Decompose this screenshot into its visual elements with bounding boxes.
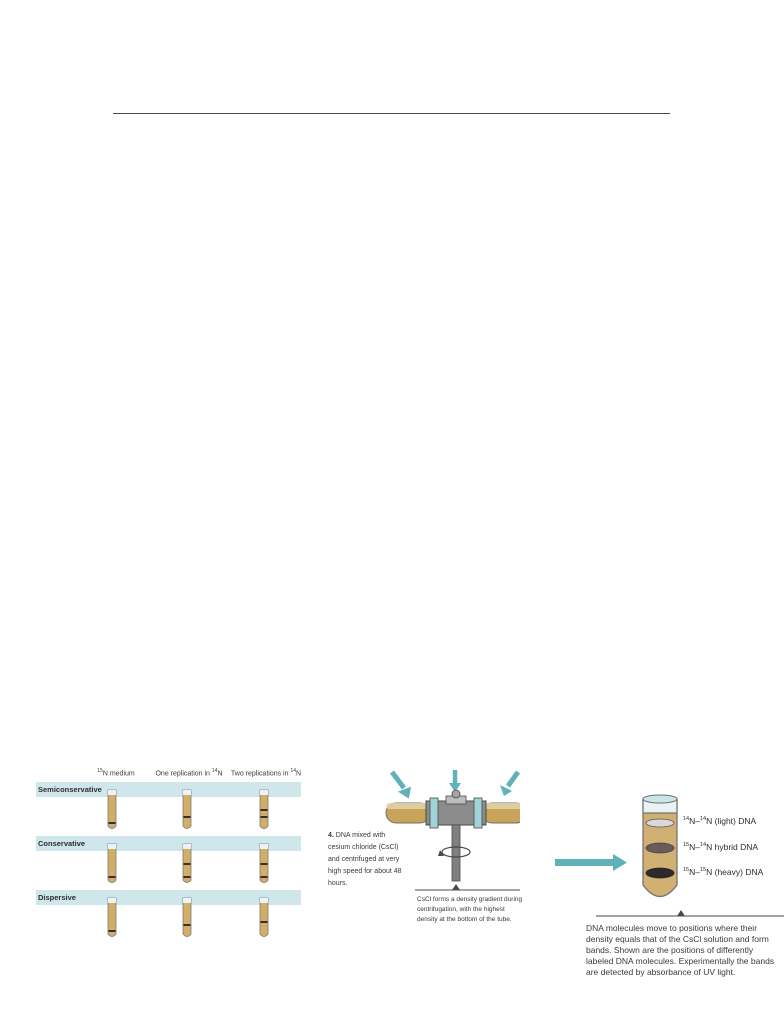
tube-disp-gen0	[107, 897, 117, 939]
tube-cons-gen2	[259, 843, 269, 885]
bands-illustration	[555, 790, 784, 925]
tube-cons-gen0	[107, 843, 117, 885]
tube-semi-gen1	[182, 789, 192, 831]
tube-disp-gen2	[259, 897, 269, 939]
column-label-one-replication: One replication in $^{14}$N	[155, 768, 223, 778]
dna-bands-figure	[555, 790, 784, 985]
step-4-caption: 4. DNA mixed with cesium chloride (CsCl) and centrifuged at very high speed for about 48 hours.	[328, 832, 402, 887]
row-label-conservative: Conservative	[38, 839, 86, 848]
tube-semi-gen2	[259, 789, 269, 831]
down-arrow-icon-center	[449, 770, 461, 792]
down-arrow-icon-left	[392, 772, 411, 799]
tube-disp-gen1	[182, 897, 192, 939]
row-label-semiconservative: Semiconservative	[38, 785, 102, 794]
band-label-hybrid: $^{15}$N–$^{14}$N hybrid DNA	[683, 842, 759, 852]
band-label-heavy: $^{15}$N–$^{15}$N (heavy) DNA	[683, 867, 764, 877]
top-rule	[113, 113, 670, 114]
column-label-two-replications: Two replications in $^{14}$N	[230, 768, 302, 778]
tube-semi-gen0	[107, 789, 117, 831]
down-arrow-icon-right	[500, 772, 518, 796]
row-label-dispersive: Dispersive	[38, 893, 76, 902]
bands-caption: DNA molecules move to positions where their density equals that of the CsCl solution and form bands. Shown are the positions of differently labeled DNA molecules. Experimentally the bands are detected by absorbance of UV light.	[586, 923, 775, 977]
density-gradient-caption: CsCl forms a density gradient during centrifugation, with the highest density at the bottom of the tube.	[417, 896, 523, 923]
centrifuge-figure	[320, 760, 523, 960]
replication-models-figure	[36, 765, 301, 945]
right-arrow-icon	[555, 854, 627, 871]
band-label-light: $^{14}$N–$^{14}$N (light) DNA	[683, 816, 757, 826]
tube-cons-gen1	[182, 843, 192, 885]
column-label-15n-medium: $^{15}$N medium	[97, 768, 135, 778]
